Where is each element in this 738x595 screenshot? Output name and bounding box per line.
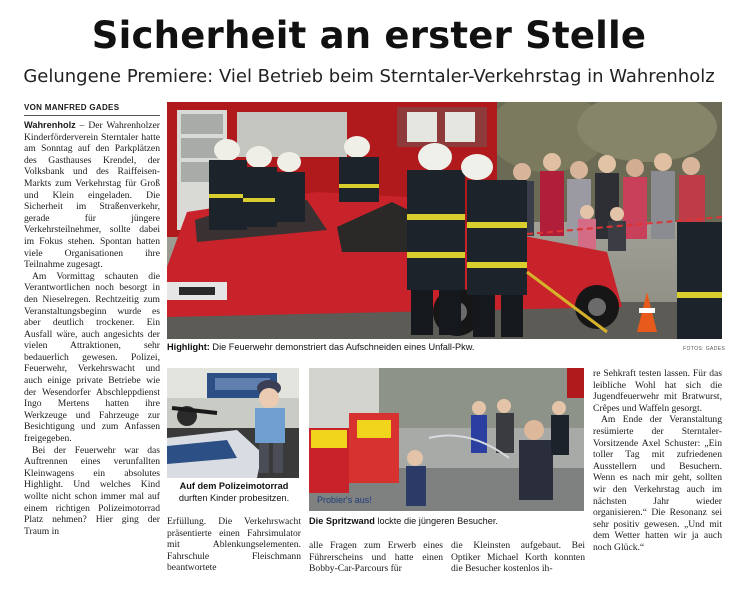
spritzwand-caption-text: lockte die jüngeren Besucher. [374,516,498,526]
paragraph-3: Bei der Feuerwehr war das Auftrennen eines verunfallten Kleinwagens ein absolutes Highlight. Und welches Kind wollte nicht schon immer mal auf einem richtigen Polizeimotorrad Platz nehmen? Hier ging der Traum in [24,444,160,537]
byline-rule [24,115,160,116]
spritzwand-caption-lead: Die Spritzwand [309,516,375,526]
column-3-text: alle Fragen zum Erwerb eines Führerscheins und hatte einen Bobby-Car-Parcours für [309,540,443,575]
spritzwand-photo-illustration [309,368,584,511]
motorcycle-caption-text: durften Kinder probesitzen. [178,492,290,503]
subheadline: Gelungene Premiere: Viel Betrieb beim Sterntaler-Verkehrstag in Wahrenholz [23,66,715,87]
paragraph-1 [24,120,160,271]
article-column-1 [24,120,160,586]
column-5-paragraph-1: re Sehkraft testen lassen. Für das leibliche Wohl hat sich die Jugendfeuerwehr mit Bratwurst, Crêpes und Waffeln gesorgt. [593,368,722,414]
byline: VON MANFRED GADES [24,103,120,112]
article-column-5 [593,368,722,583]
column-4-text: die Kleinsten aufgebaut. Bei Optiker Michael Korth konnten die Besucher kostenlos ih- [451,540,585,575]
spritzwand-caption [309,516,584,528]
paragraph-2: Am Vormittag schauten die Verantwortlichen noch besorgt in den Nieselregen. Rechtzeitig zum Veranstaltungsbeginn wurde es aber deutlich trockener. Ein Ausfall wäre, auch angesichts der vielen Attraktionen, sehr bedauerlich gewesen. Polizei, Feuerwehr, Verkehrswacht und auch einige private Betriebe wie der Wesendorfer Abschleppdienst Ingo Mertens hatten ihre Werkzeuge und Fahrzeuge zur Besichtigung und zum Anfassen freigegeben. [24,270,160,445]
main-photo-caption [167,342,647,354]
dateline: Wahrenholz [24,120,76,130]
motorcycle-caption [167,481,301,504]
main-photo [167,102,722,339]
main-caption-text: Die Feuerwehr demonstriert das Aufschneiden eines Unfall-Pkw. [209,342,475,352]
paragraph-1-text: – Der Wahrenholzer Kinderförderverein Sterntaler hatte am Sonntag auf den Parkplätzen des Gasthauses Krendel, der Volksbank und des Raiffeisen-Markts zum Verkehrstag für Groß und Klein eingeladen. Die Sicherheit im Straßenverkehr, gerade für jüngere Verkehrsteilnehmer, sollte dabei im Fokus stehen. Spontan hatten viele Organisationen ihre Teilnahme zugesagt. [24,120,160,271]
headline: Sicherheit an erster Stelle [91,14,647,57]
spritzwand-sign: Probier's aus! [317,495,372,505]
motorcycle-photo [167,368,299,478]
article-column-3 [309,540,443,588]
main-caption-lead: Highlight: [167,342,210,352]
article-column-2 [167,516,301,588]
spritzwand-photo [309,368,584,511]
column-2-text: Erfüllung. Die Verkehrswacht präsentierte einen Fahrsimulator mit Ablenkungselementen. Fahrschule Fleischmann beantwortete [167,516,301,574]
main-photo-illustration [167,102,722,339]
motorcycle-caption-lead: Auf dem Polizeimotorrad [179,481,289,491]
motorcycle-photo-illustration [167,368,299,478]
photo-credit: FOTOS: GADES [683,346,726,352]
column-5-paragraph-2: Am Ende der Veranstaltung resümierte der Sterntaler-Vorsitzende Axel Schuster: „Ein toller Tag mit zufriedenen Ausstellern und Besuchern. Wenn es nach mir geht, sollten wir den Verkehrstag auch im nächsten Jahr wieder organisieren.“ Die Resonanz sei sehr positiv gewesen. „Und mit dem Wetter hatten wir ja auch noch Glück.“ [593,414,722,553]
article-column-4 [451,540,585,588]
